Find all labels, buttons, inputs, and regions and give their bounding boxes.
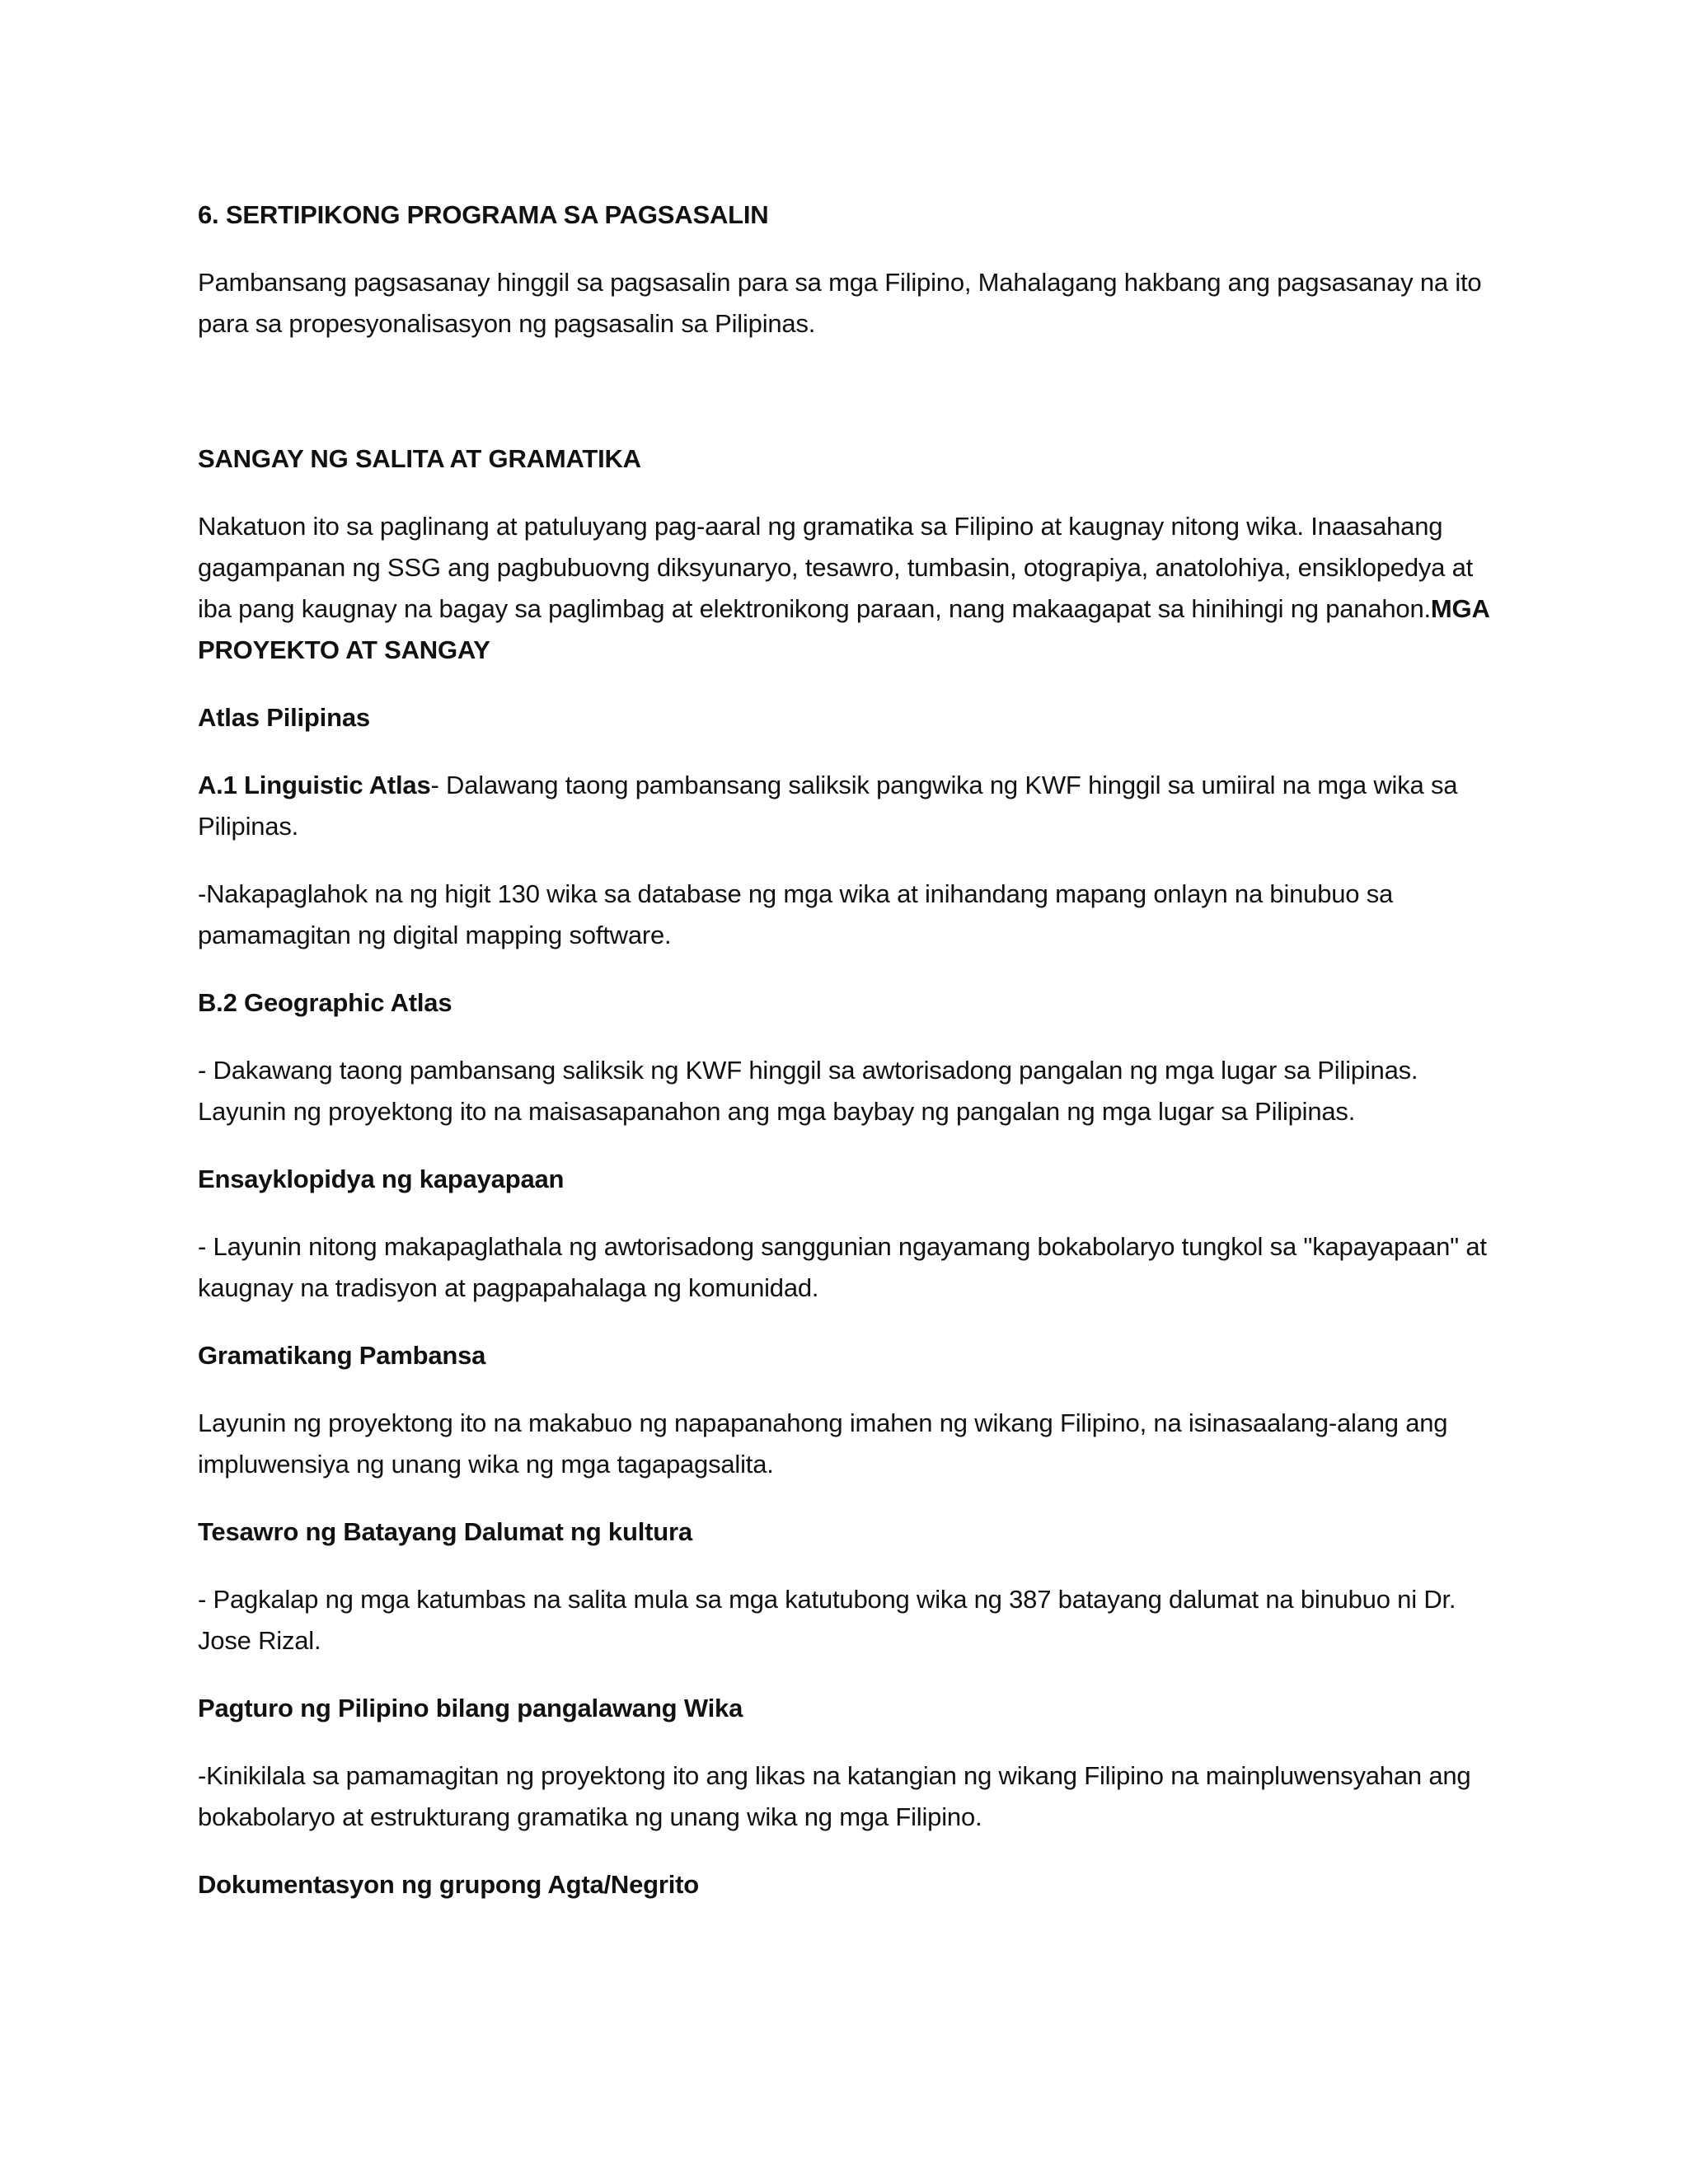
section6-heading: 6. SERTIPIKONG PROGRAMA SA PAGSASALIN (198, 200, 769, 229)
linguistic-body2: -Nakapaglahok na ng higit 130 wika sa database ng mga wika at inihandang mapang onlayn na binubuo sa pamamagitan ng digital mapping software. (198, 879, 1394, 949)
gramatika-heading: Gramatikang Pambansa (198, 1341, 486, 1370)
sangay-body: Nakatuon ito sa paglinang at patuluyang pag-aaral ng gramatika sa Filipino at kaugnay nitong wika. Inaasahang gagampanan ng SSG ang pagbubuovng diksyunaryo, tesawro, tumbasin, otograpiya, anatolohiya, ensiklopedya at iba pang kaugnay na bagay sa paglimbag at elektronikong paraan, nang makaagapat sa hinihingi ng panahon. (198, 512, 1474, 623)
pagturo-body: -Kinikilala sa pamamagitan ng proyektong ito ang likas na katangian ng wikang Filipino na mainpluwensyahan ang bokabolaryo at estrukturang gramatika ng unang wika ng mga Filipino. (198, 1761, 1471, 1831)
tesawro-heading: Tesawro ng Batayang Dalumat ng kultura (198, 1517, 692, 1546)
tesawro-body: - Pagkalap ng mga katumbas na salita mula sa mga katutubong wika ng 387 batayang dalumat na binubuo ni Dr. Jose Rizal. (198, 1585, 1456, 1655)
section6-body: Pambansang pagsasanay hinggil sa pagsasalin para sa mga Filipino, Mahalagang hakbang ang pagsasanay na ito para sa propesyonalisasyon ng pagsasalin sa Pilipinas. (198, 268, 1482, 338)
atlas-heading: Atlas Pilipinas (198, 703, 370, 732)
sangay-paragraph (198, 506, 1508, 671)
linguistic-label: A.1 Linguistic Atlas (198, 771, 431, 799)
gramatika-body: Layunin ng proyektong ito na makabuo ng napapanahong imahen ng wikang Filipino, na isinasaalang-alang ang impluwensiya ng unang wika ng mga tagapagsalita. (198, 1408, 1448, 1479)
ensayklopidya-body: - Layunin nitong makapaglathala ng awtorisadong sanggunian ngayamang bokabolaryo tungkol sa "kapayapaan" at kaugnay na tradisyon at pagpapahalaga ng komunidad. (198, 1232, 1487, 1302)
sangay-heading: SANGAY NG SALITA AT GRAMATIKA (198, 444, 641, 473)
linguistic-paragraph (198, 765, 1508, 847)
dokumentasyon-heading: Dokumentasyon ng grupong Agta/Negrito (198, 1870, 699, 1899)
ensayklopidya-heading: Ensayklopidya ng kapayapaan (198, 1165, 565, 1193)
proyekto-heading: MGA PROYEKTO AT SANGAY (198, 594, 1489, 664)
pagturo-heading: Pagturo ng Pilipino bilang pangalawang Wika (198, 1694, 743, 1722)
linguistic-body: - Dalawang taong pambansang saliksik pangwika ng KWF hinggil sa umiiral na mga wika sa Pilipinas. (198, 771, 1458, 841)
geographic-heading: B.2 Geographic Atlas (198, 988, 452, 1017)
geographic-body: - Dakawang taong pambansang saliksik ng KWF hinggil sa awtorisadong pangalan ng mga lugar sa Pilipinas. Layunin ng proyektong ito na maisasapanahon ang mga baybay ng pangalan ng mga lugar sa Pilipinas. (198, 1056, 1418, 1126)
document-content (198, 194, 1508, 1932)
